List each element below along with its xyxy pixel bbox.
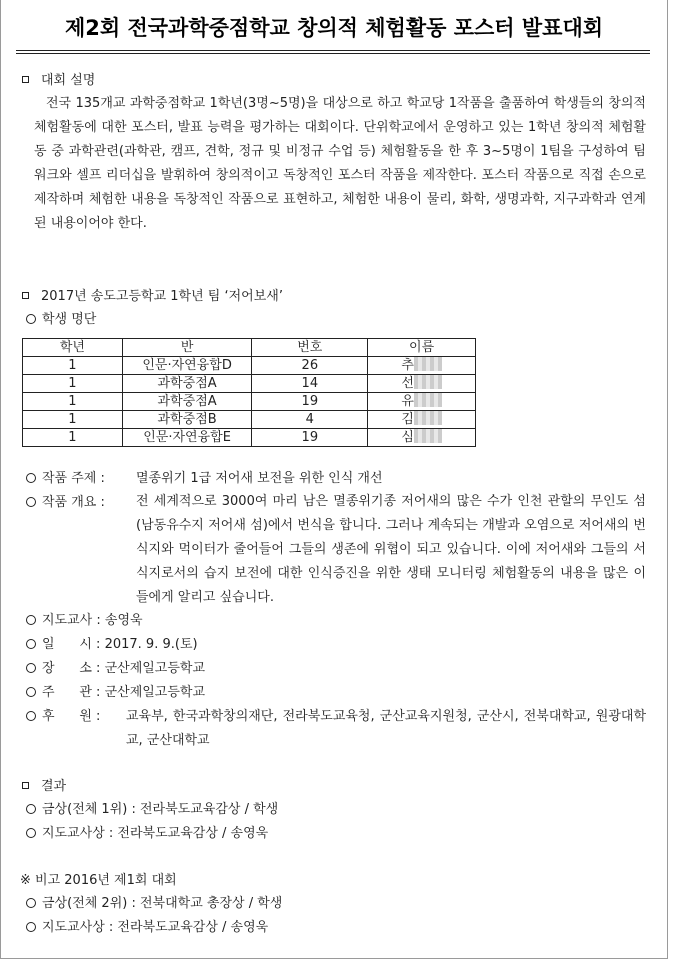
teacher-label: 지도교사 :	[42, 613, 101, 628]
place-value: 군산제일고등학교	[104, 661, 206, 676]
section-note-heading: ※ 비고 2016년 제1회 대회	[20, 873, 177, 888]
name-cell	[368, 357, 476, 375]
column-header: 반	[122, 339, 252, 357]
table-row	[23, 411, 476, 429]
note-item: 금상(전체 2위) : 전북대학교 총장상 / 학생	[26, 896, 282, 912]
blurred-name-mask	[414, 393, 442, 407]
section-team-heading: 2017년 송도고등학교 1학년 팀 ‘저어보새’	[22, 289, 283, 305]
sponsor-line	[26, 709, 100, 725]
description-paragraph: 전국 135개교 과학중점학교 1학년(3명~5명)을 대상으로 하고 학교당 1작품을 출품하여 학생들의 창의적체험활동에 대한 포스터, 발표 능력을 평가하는 대회이다. 단위학교에서 운영하고 있는 1학년 창의적 체험활동 중 과학관련(과학관, 캠프, 견학, 정규 및 비정규 수업 등) 체험활동을 한 후 3~5명이 1팀을 구성하여 팀워크와 셀프 리더십을 발휘하여 창의적이고 독창적인 포스터 작품을 제작한다. 포스터 작품으로 직접 손으로 제작하며 체험한 내용을 독창적인 작품으로 표현하고, 체험한 내용이 물리, 화학, 생명과학, 지구과학과 연계된 내용이어야 한다.	[34, 96, 646, 231]
grade-cell: 1	[23, 357, 123, 375]
square-bullet-icon	[22, 292, 29, 299]
sponsor-value: 교육부, 한국과학창의재단, 전라북도교육청, 군산교육지원청, 군산시, 전북대학교, 원광대학교, 군산대학교	[126, 709, 646, 748]
circle-bullet-icon	[26, 687, 36, 697]
title-rule-bottom	[16, 53, 650, 54]
square-bullet-icon	[22, 782, 29, 789]
number-cell: 4	[252, 411, 368, 429]
number-cell: 19	[252, 429, 368, 447]
square-bullet-icon	[22, 76, 29, 83]
table-row	[23, 375, 476, 393]
grade-cell: 1	[23, 429, 123, 447]
topic-value: 멸종위기 1급 저어새 보전을 위한 인식 개선	[136, 471, 383, 486]
date-value: 2017. 9. 9.(토)	[104, 637, 198, 652]
table-row	[23, 429, 476, 447]
sponsor-label: 후 원 :	[42, 709, 101, 724]
circle-bullet-icon	[26, 314, 36, 324]
table-row	[23, 357, 476, 375]
class-cell: 과학중점B	[122, 411, 252, 429]
blurred-name-mask	[414, 357, 442, 371]
teacher-line	[26, 613, 143, 629]
overview-label: 작품 개요 :	[42, 495, 105, 510]
name-cell	[368, 393, 476, 411]
place-label: 장 소 :	[42, 661, 101, 676]
name-cell	[368, 375, 476, 393]
name-initial: 추	[401, 358, 414, 373]
date-line	[26, 637, 198, 653]
topic-line	[26, 471, 105, 487]
result-item: 금상(전체 1위) : 전라북도교육감상 / 학생	[26, 802, 278, 818]
name-initial: 선	[401, 376, 414, 391]
topic-label: 작품 주제 :	[42, 471, 105, 486]
blurred-name-mask	[414, 411, 442, 425]
host-label: 주 관 :	[42, 685, 101, 700]
circle-bullet-icon	[26, 828, 36, 838]
roster-label: 학생 명단	[26, 312, 96, 328]
blurred-name-mask	[414, 375, 442, 389]
column-header: 이름	[368, 339, 476, 357]
column-header: 번호	[252, 339, 368, 357]
place-line	[26, 661, 205, 677]
circle-bullet-icon	[26, 473, 36, 483]
document-title: 제2회 전국과학중점학교 창의적 체험활동 포스터 발표대회	[64, 16, 604, 40]
class-cell: 과학중점A	[122, 375, 252, 393]
circle-bullet-icon	[26, 497, 36, 507]
overview-value: 전 세계적으로 3000여 마리 남은 멸종위기종 저어새의 많은 수가 인천 관할의 무인도 섬(남동유수지 저어새 섬)에서 번식을 합니다. 그러나 계속되는 개발과 오염으로 저어새의 번식지와 먹이터가 줄어들어 그들의 생존에 위협이 되고 있습니다. 이에 저어새와 그들의 서식지로서의 습지 보전에 대한 인식증진을 위한 생태 모니터링 체험활동의 내용을 많은 이들에게 알리고 싶습니다.	[136, 494, 646, 605]
circle-bullet-icon	[26, 804, 36, 814]
grade-cell: 1	[23, 375, 123, 393]
name-cell	[368, 411, 476, 429]
class-cell: 인문·자연융합D	[122, 357, 252, 375]
result-item: 지도교사상 : 전라북도교육감상 / 송영욱	[26, 826, 268, 842]
class-cell: 인문·자연융합E	[122, 429, 252, 447]
host-value: 군산제일고등학교	[104, 685, 206, 700]
host-line	[26, 685, 205, 701]
date-label: 일 시 :	[42, 637, 101, 652]
grade-cell: 1	[23, 393, 123, 411]
circle-bullet-icon	[26, 663, 36, 673]
name-cell	[368, 429, 476, 447]
name-initial: 유	[401, 394, 414, 409]
name-initial: 심	[401, 430, 414, 445]
name-initial: 김	[401, 412, 414, 427]
student-roster-table	[22, 338, 476, 447]
blurred-name-mask	[414, 429, 442, 443]
number-cell: 14	[252, 375, 368, 393]
circle-bullet-icon	[26, 615, 36, 625]
note-item: 지도교사상 : 전라북도교육감상 / 송영욱	[26, 920, 268, 936]
circle-bullet-icon	[26, 639, 36, 649]
table-header-row	[23, 339, 476, 357]
number-cell: 26	[252, 357, 368, 375]
circle-bullet-icon	[26, 922, 36, 932]
circle-bullet-icon	[26, 711, 36, 721]
table-row	[23, 393, 476, 411]
column-header: 학년	[23, 339, 123, 357]
title-rule-top	[16, 50, 650, 51]
overview-line	[26, 495, 105, 511]
teacher-value: 송영욱	[104, 613, 143, 628]
section-desc-heading: 대회 설명	[22, 73, 95, 89]
grade-cell: 1	[23, 411, 123, 429]
circle-bullet-icon	[26, 898, 36, 908]
section-result-heading: 결과	[22, 779, 66, 795]
class-cell: 과학중점A	[122, 393, 252, 411]
number-cell: 19	[252, 393, 368, 411]
